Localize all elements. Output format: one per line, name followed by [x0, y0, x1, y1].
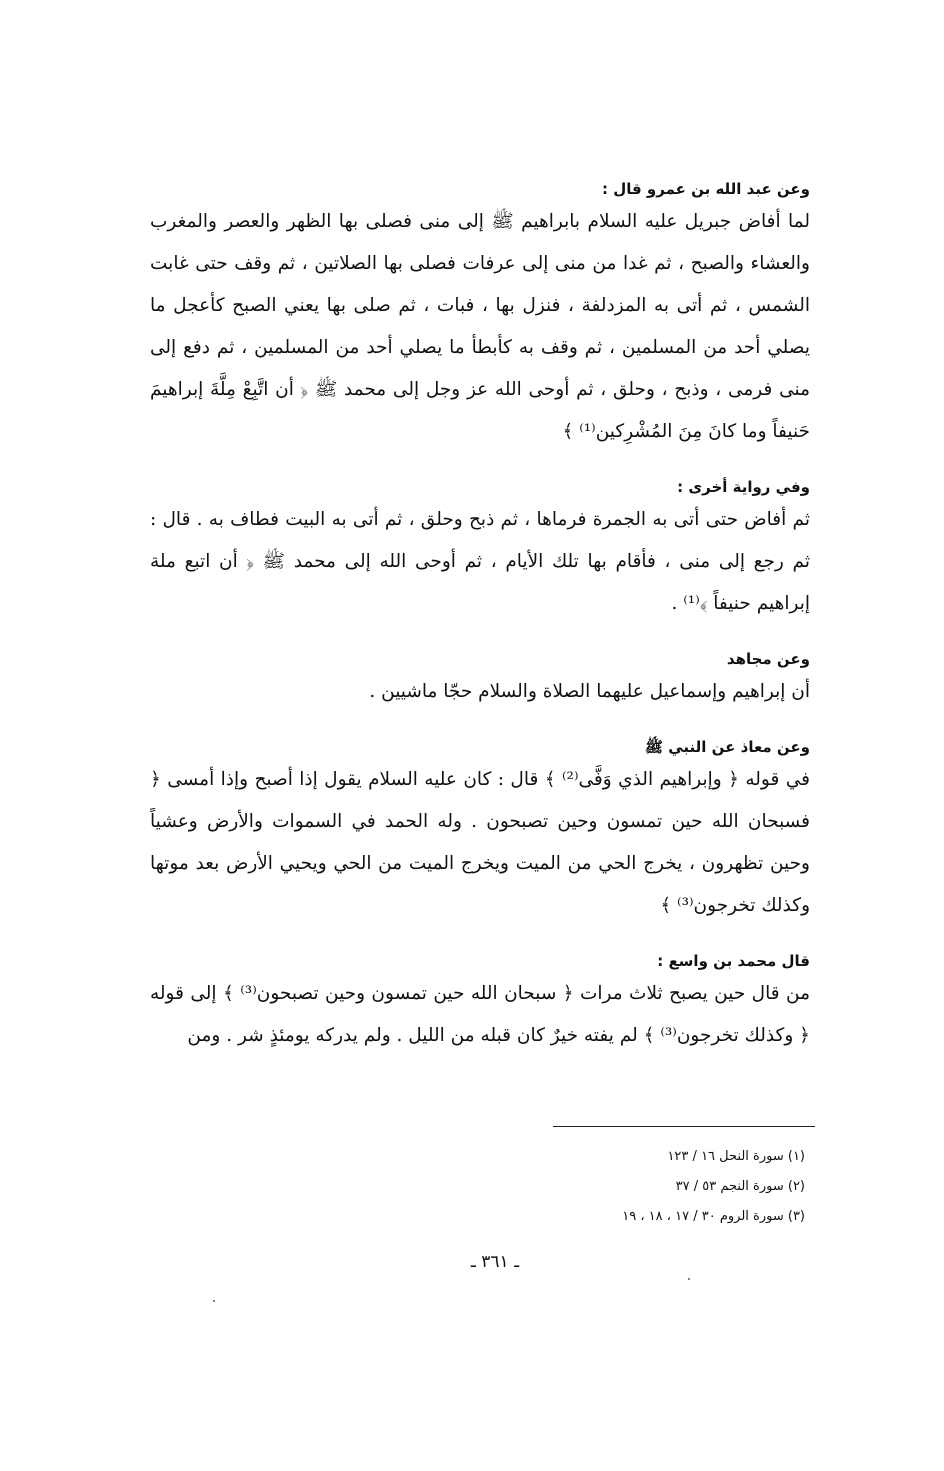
section-text: لما أفاض جبريل عليه السلام بابراهيم ﷺ إلى منى فصلى بها الظهر والعصر والمغرب والعشاء والصبح ، ثم غدا من منى إلى عرفات فصلى بها الصلاتين ، ثم وقف حتى غابت الشمس ، ثم أتى به المزدلفة ، فنزل بها ، فبات ، ثم صلى بها يعني الصبح كأعجل ما يصلي أحد من المسلمين ، ثم وقف به كأبطأ ما يصلي أحد من المسلمين ، ثم دفع إلى منى فرمى ، وذبح ، وحلق ، ثم أوحى الله عز وجل إلى محمد ﷺ ﴿ أن اتَّبِعْ مِلَّةَ إبراهيمَ حَنيفاً وما كانَ مِنَ المُشْرِكين⁽¹⁾ ﴾: [150, 211, 810, 442]
section-text: أن إبراهيم وإسماعيل عليهما الصلاة والسلام حجّا ماشيين .: [369, 681, 810, 702]
scan-speck: [688, 1278, 690, 1280]
page-body: [150, 165, 810, 1079]
section-abdullah-ibn-amr: [150, 177, 810, 453]
section-heading: قال محمد بن واسع :: [657, 952, 810, 970]
footnote-divider: [553, 1126, 815, 1127]
section-muadh: [150, 735, 810, 927]
footnote-item: (٢) سورة النجم ٥٣ / ٣٧: [675, 1179, 805, 1194]
section-heading: وفي رواية أخرى :: [677, 478, 810, 496]
footnote-item: (٣) سورة الروم ٣٠ / ١٧ ، ١٨ ، ١٩: [622, 1209, 805, 1224]
section-text: ثم أفاض حتى أتى به الجمرة فرماها ، ثم ذبح وحلق ، ثم أتى به البيت فطاف به . قال : ثم رجع إلى منى ، فأقام بها تلك الأيام ، ثم أوحى الله إلى محمد ﷺ ﴿ أن اتبع ملة إبراهيم حنيفاً ﴾⁽¹⁾ .: [150, 509, 810, 614]
section-heading: وعن مجاهد: [726, 650, 810, 668]
scan-speck: [213, 1300, 215, 1302]
section-mujahid: [150, 647, 810, 713]
section-text: من قال حين يصبح ثلاث مرات ﴿ سبحان الله حين تمسون وحين تصبحون⁽³⁾ ﴾ إلى قوله ﴿ وكذلك تخرجون⁽³⁾ ﴾ لم يفته خيرٌ كان قبله من الليل . ولم يدركه يومئذٍ شر . ومن: [150, 983, 811, 1046]
section-heading: وعن معاذ عن النبي ﷺ: [644, 738, 810, 756]
page-number: ـ ٣٦١ ـ: [470, 1252, 520, 1272]
section-heading: وعن عبد الله بن عمرو قال :: [602, 180, 810, 198]
section-another-narration: [150, 475, 810, 625]
section-muhammad-ibn-wasi: [150, 949, 810, 1057]
footnote-item: (١) سورة النحل ١٦ / ١٢٣: [667, 1149, 805, 1164]
section-text: في قوله ﴿ وإبراهيم الذي وَفَّى⁽²⁾ ﴾ قال : كان عليه السلام يقول إذا أصبح وإذا أمسى ﴿ فسبحان الله حين تمسون وحين تصبحون . وله الحمد في السموات والأرض وعشياً وحين تظهرون ، يخرج الحي من الميت ويخرج الميت من الحي ويحيي الأرض بعد موتها وكذلك تخرجون⁽³⁾ ﴾: [150, 769, 810, 916]
footnotes: [480, 1142, 805, 1232]
